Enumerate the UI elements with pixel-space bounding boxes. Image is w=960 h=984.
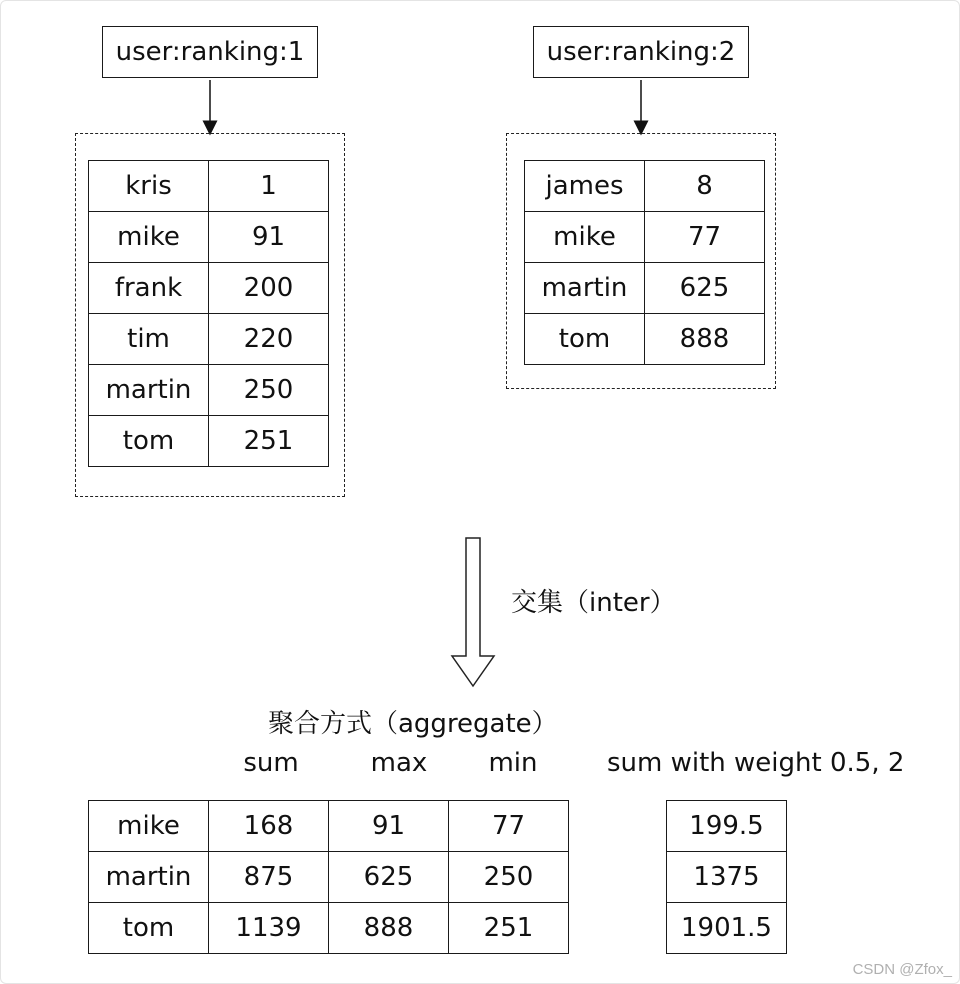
set1-cell: 200 — [209, 263, 329, 314]
set2-key-label: user:ranking:2 — [546, 37, 736, 67]
aggregate-row — [89, 852, 569, 903]
aggregate-cell: 77 — [449, 801, 569, 852]
aggregate-cell: 251 — [449, 903, 569, 954]
aggregate-cell: 91 — [329, 801, 449, 852]
weighted-title: sum with weight 0.5, 2 — [607, 748, 905, 778]
set1-cell: 220 — [209, 314, 329, 365]
set2-key-box — [533, 26, 749, 78]
set1-row — [89, 365, 329, 416]
set2-cell: 77 — [645, 212, 765, 263]
set1-row — [89, 161, 329, 212]
set2-table — [524, 160, 765, 365]
watermark: CSDN @Zfox_ — [852, 961, 952, 978]
aggregate-cell: tom — [89, 903, 209, 954]
set1-row — [89, 212, 329, 263]
agg-header-min: min — [488, 748, 538, 778]
set1-cell: 251 — [209, 416, 329, 467]
set2-row — [525, 161, 765, 212]
set2-cell: tom — [525, 314, 645, 365]
set1-table — [88, 160, 329, 467]
weighted-row — [667, 801, 787, 852]
set1-cell: mike — [89, 212, 209, 263]
aggregate-title: 聚合方式（aggregate） — [268, 709, 558, 739]
weighted-cell: 1901.5 — [667, 903, 787, 954]
set2-row — [525, 314, 765, 365]
set2-row — [525, 212, 765, 263]
aggregate-cell: 888 — [329, 903, 449, 954]
set1-row — [89, 314, 329, 365]
set1-cell: frank — [89, 263, 209, 314]
agg-header-max: max — [370, 748, 428, 778]
weighted-row — [667, 903, 787, 954]
weighted-cell: 199.5 — [667, 801, 787, 852]
set1-row — [89, 263, 329, 314]
set2-cell: mike — [525, 212, 645, 263]
set1-cell: tom — [89, 416, 209, 467]
set1-key-label: user:ranking:1 — [115, 37, 305, 67]
big-down-arrow — [452, 538, 494, 686]
aggregate-cell: 625 — [329, 852, 449, 903]
set2-cell: martin — [525, 263, 645, 314]
aggregate-cell: mike — [89, 801, 209, 852]
aggregate-cell: 168 — [209, 801, 329, 852]
agg-header-sum: sum — [243, 748, 299, 778]
set1-cell: kris — [89, 161, 209, 212]
weighted-row — [667, 852, 787, 903]
set2-row — [525, 263, 765, 314]
aggregate-cell: 1139 — [209, 903, 329, 954]
set2-cell: 888 — [645, 314, 765, 365]
set2-cell: james — [525, 161, 645, 212]
set1-row — [89, 416, 329, 467]
aggregate-cell: martin — [89, 852, 209, 903]
aggregate-table — [88, 800, 569, 954]
aggregate-cell: 875 — [209, 852, 329, 903]
aggregate-cell: 250 — [449, 852, 569, 903]
set2-cell: 8 — [645, 161, 765, 212]
set1-cell: 1 — [209, 161, 329, 212]
set1-cell: 250 — [209, 365, 329, 416]
aggregate-row — [89, 801, 569, 852]
set1-key-box — [102, 26, 318, 78]
aggregate-row — [89, 903, 569, 954]
set1-cell: 91 — [209, 212, 329, 263]
set1-cell: martin — [89, 365, 209, 416]
set2-cell: 625 — [645, 263, 765, 314]
weighted-table — [666, 800, 787, 954]
operation-label: 交集（inter） — [511, 588, 676, 618]
set1-cell: tim — [89, 314, 209, 365]
weighted-cell: 1375 — [667, 852, 787, 903]
